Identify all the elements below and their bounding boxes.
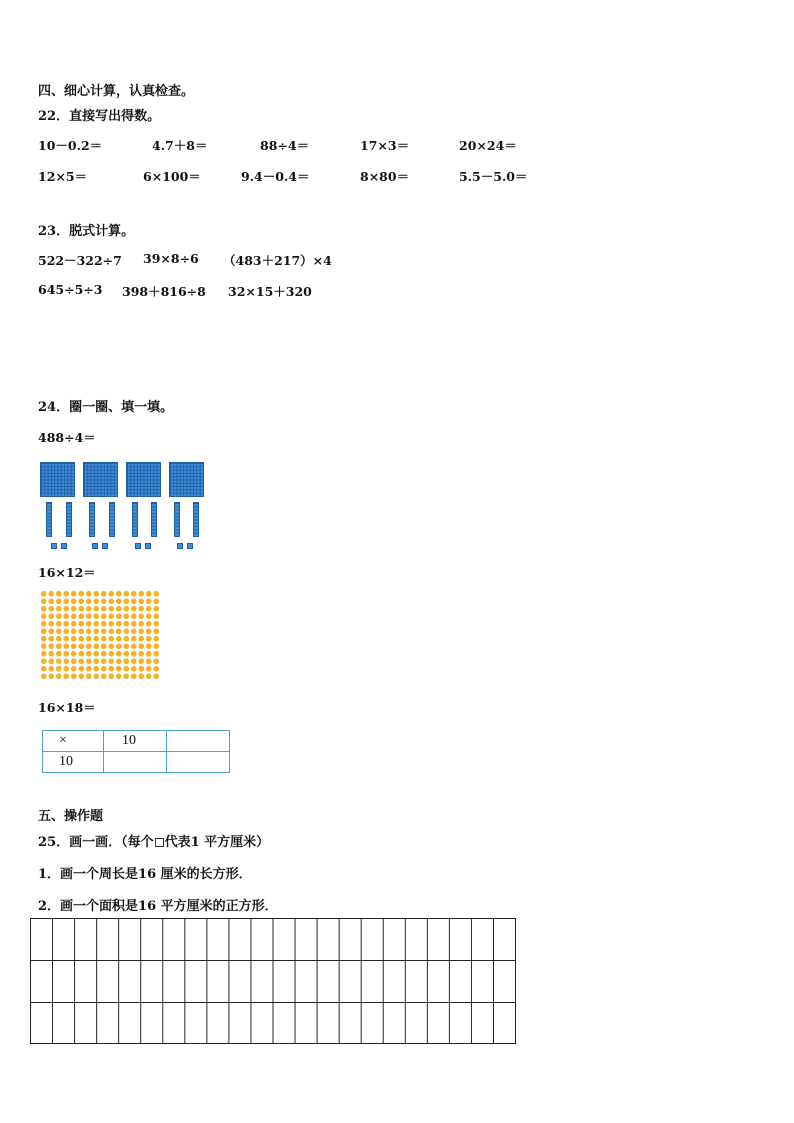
unit-cube bbox=[177, 543, 183, 549]
calc-23-4: 645÷5÷3 bbox=[38, 282, 103, 297]
drawing-grid[interactable] bbox=[30, 918, 516, 1044]
unit-cube bbox=[61, 543, 67, 549]
table-cell bbox=[167, 731, 230, 752]
calc-23-1: 522－322÷7 bbox=[38, 253, 122, 268]
hundred-block bbox=[169, 462, 204, 497]
ten-rod bbox=[66, 502, 72, 537]
table-cell: 10 bbox=[43, 752, 104, 773]
calc-22-2: 4.7＋8＝ bbox=[152, 138, 208, 153]
question-25-title bbox=[38, 831, 269, 850]
ten-rod bbox=[46, 502, 52, 537]
unit-cube bbox=[92, 543, 98, 549]
ten-rod bbox=[89, 502, 95, 537]
question-22-title: 22．直接写出得数。 bbox=[38, 109, 161, 124]
table-cell: × bbox=[43, 731, 104, 752]
table-row bbox=[43, 731, 230, 752]
question-23-title: 23．脱式计算。 bbox=[38, 224, 135, 239]
question-25-title-prefix: 25．画一画．（每个 bbox=[38, 835, 154, 850]
square-icon bbox=[155, 838, 164, 847]
table-cell bbox=[167, 752, 230, 773]
multiplication-expression-1: 16×12＝ bbox=[38, 565, 96, 580]
ten-rod bbox=[193, 502, 199, 537]
ten-rod bbox=[174, 502, 180, 537]
table-cell bbox=[104, 752, 167, 773]
hundred-block bbox=[83, 462, 118, 497]
base-ten-blocks bbox=[40, 462, 220, 552]
calc-23-2: 39×8÷6 bbox=[143, 251, 199, 266]
calc-22-3: 88÷4＝ bbox=[260, 138, 310, 153]
question-25-item-1: 1．画一个周长是16 厘米的长方形． bbox=[38, 867, 252, 882]
section-five-heading: 五、操作题 bbox=[38, 809, 104, 824]
calc-22-7: 6×100＝ bbox=[143, 169, 201, 184]
unit-cube bbox=[145, 543, 151, 549]
question-24-title: 24．圈一圈、填一填。 bbox=[38, 400, 174, 415]
hundred-block bbox=[40, 462, 75, 497]
division-expression: 488÷4＝ bbox=[38, 430, 96, 445]
calc-22-8: 9.4－0.4＝ bbox=[241, 169, 310, 184]
multiplication-table bbox=[42, 730, 230, 773]
calc-22-1: 10－0.2＝ bbox=[38, 138, 103, 153]
calc-23-3: （483＋217）×4 bbox=[223, 253, 332, 268]
unit-cube bbox=[51, 543, 57, 549]
table-row bbox=[43, 752, 230, 773]
ten-rod bbox=[109, 502, 115, 537]
question-25-item-2: 2．画一个面积是16 平方厘米的正方形． bbox=[38, 899, 278, 914]
calc-22-5: 20×24＝ bbox=[459, 138, 517, 153]
unit-cube bbox=[102, 543, 108, 549]
calc-22-4: 17×3＝ bbox=[360, 138, 410, 153]
hundred-block bbox=[126, 462, 161, 497]
calc-22-6: 12×5＝ bbox=[38, 169, 88, 184]
calc-23-5: 398＋816÷8 bbox=[122, 284, 206, 299]
dot-array bbox=[40, 590, 160, 680]
calc-22-9: 8×80＝ bbox=[360, 169, 410, 184]
multiplication-expression-2: 16×18＝ bbox=[38, 700, 96, 715]
table-cell: 10 bbox=[104, 731, 167, 752]
calc-23-6: 32×15＋320 bbox=[228, 284, 312, 299]
unit-cube bbox=[187, 543, 193, 549]
unit-cube bbox=[135, 543, 141, 549]
section-four-heading: 四、细心计算，认真检查。 bbox=[38, 84, 195, 99]
calc-22-10: 5.5－5.0＝ bbox=[459, 169, 528, 184]
question-25-title-suffix: 代表1 平方厘米） bbox=[164, 835, 270, 850]
ten-rod bbox=[151, 502, 157, 537]
ten-rod bbox=[132, 502, 138, 537]
